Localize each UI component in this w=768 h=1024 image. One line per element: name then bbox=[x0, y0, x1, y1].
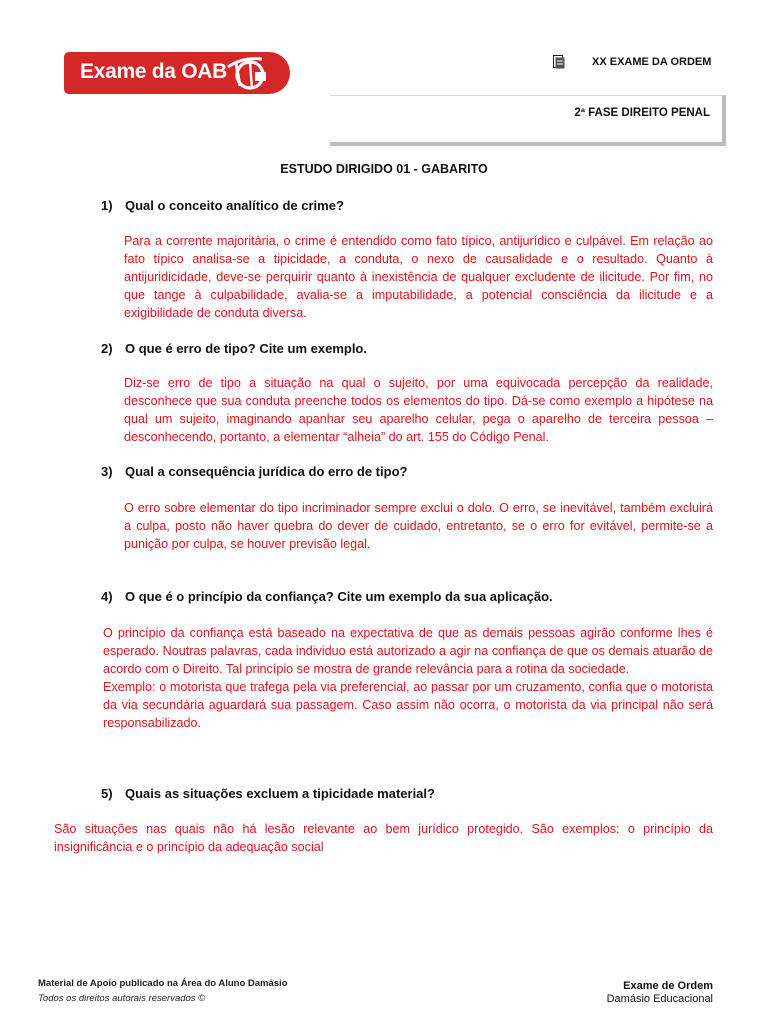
footer-copyright-line1: Material de Apoio publicado na Área do Aluno Damásio bbox=[38, 978, 288, 989]
question-text: O que é o princípio da confiança? Cite um exemplo da sua aplicação. bbox=[125, 589, 553, 604]
footer-left bbox=[38, 976, 288, 1006]
footer-right bbox=[607, 980, 713, 1006]
question-number: 5) bbox=[101, 786, 113, 801]
answer-5 bbox=[54, 820, 713, 856]
answer-text: São situações nas quais não há lesão relevante ao bem jurídico protegido. São exemplos: o princípio da insignificância e o princípio da adequação social bbox=[54, 822, 713, 854]
scales-emblem-icon bbox=[222, 53, 270, 93]
question-text: Qual o conceito analítico de crime? bbox=[125, 198, 344, 213]
question-number: 4) bbox=[101, 589, 113, 604]
answer-3 bbox=[124, 499, 713, 553]
footer-exam-label: Exame de Ordem bbox=[623, 980, 713, 992]
question-4 bbox=[101, 589, 553, 604]
question-1 bbox=[101, 198, 344, 213]
question-text: Quais as situações excluem a tipicidade material? bbox=[125, 786, 435, 801]
logo-text: Exame da OAB bbox=[80, 60, 227, 83]
phase-title: 2ª FASE DIREITO PENAL bbox=[574, 107, 710, 119]
answer-text: O erro sobre elementar do tipo incriminador sempre exclui o dolo. O erro, se inevitável, também excluirá a culpa, posto não haver quebra do dever de cuidado, entretanto, se o erro for evitável, permite-se a punição por culpa, se houver previsão legal. bbox=[124, 501, 713, 551]
footer-institution: Damásio Educacional bbox=[606, 993, 713, 1005]
answer-example: Exemplo: o motorista que trafega pela via preferencial, ao passar por um cruzamento, confia que o motorista da via secundária aguardará sua passagem. Caso assim não ocorra, o motorista da via principal não será responsabilizado. bbox=[103, 680, 713, 730]
phase-box bbox=[330, 95, 726, 146]
answer-text: Para a corrente majoritária, o crime é entendido como fato típico, antijurídico e culpável. Em relação ao fato típico analisa-se a tipicidade, a conduta, o nexo de causalidade e o resultado. Quanto à antijuridicidade, deve-se perquirir quanto à inexistência de qualquer excludente de ilicitude. Por fim, no que tange à culpabilidade, avalia-se a imputabilidade, a potencial consciência da ilicitude e a exigibilidade de conduta diversa. bbox=[124, 234, 713, 320]
exam-title: XX EXAME DA ORDEM bbox=[592, 56, 712, 68]
question-number: 3) bbox=[101, 464, 113, 479]
study-title: ESTUDO DIRIGIDO 01 - GABARITO bbox=[280, 162, 488, 176]
answer-text: O princípio da confiança está baseado na expectativa de que as demais pessoas agirão conforme lhes é esperado. Noutras palavras, cada individuo está autorizado a agir na confiança de que os demais atuarão de acordo com o Direito. Tal princípio se mostra de grande relevância para a rotina da sociedade. bbox=[103, 626, 713, 676]
question-number: 2) bbox=[101, 341, 113, 356]
answer-4 bbox=[103, 624, 713, 732]
question-number: 1) bbox=[101, 198, 113, 213]
answer-2 bbox=[124, 374, 713, 446]
footer-copyright-line2: Todos os direitos autorais reservados © bbox=[38, 993, 206, 1004]
document-icon bbox=[553, 55, 565, 69]
question-5 bbox=[101, 786, 435, 801]
question-text: O que é erro de tipo? Cite um exemplo. bbox=[125, 341, 367, 356]
answer-text: Diz-se erro de tipo a situação na qual o sujeito, por uma equivocada percepção da realidade, desconhece que sua conduta preenche todos os elementos do tipo. Dá-se como exemplo a hipótese na qual um sujeito, imaginando apanhar seu aparelho celular, pega o aparelho de terceira pessoa – desconhecendo, portanto, a elementar “alheia” do art. 155 do Código Penal. bbox=[124, 376, 713, 444]
question-2 bbox=[101, 341, 367, 356]
answer-1 bbox=[124, 232, 713, 322]
question-3 bbox=[101, 464, 407, 479]
oab-logo bbox=[64, 52, 290, 94]
question-text: Qual a consequência jurídica do erro de tipo? bbox=[125, 464, 408, 479]
